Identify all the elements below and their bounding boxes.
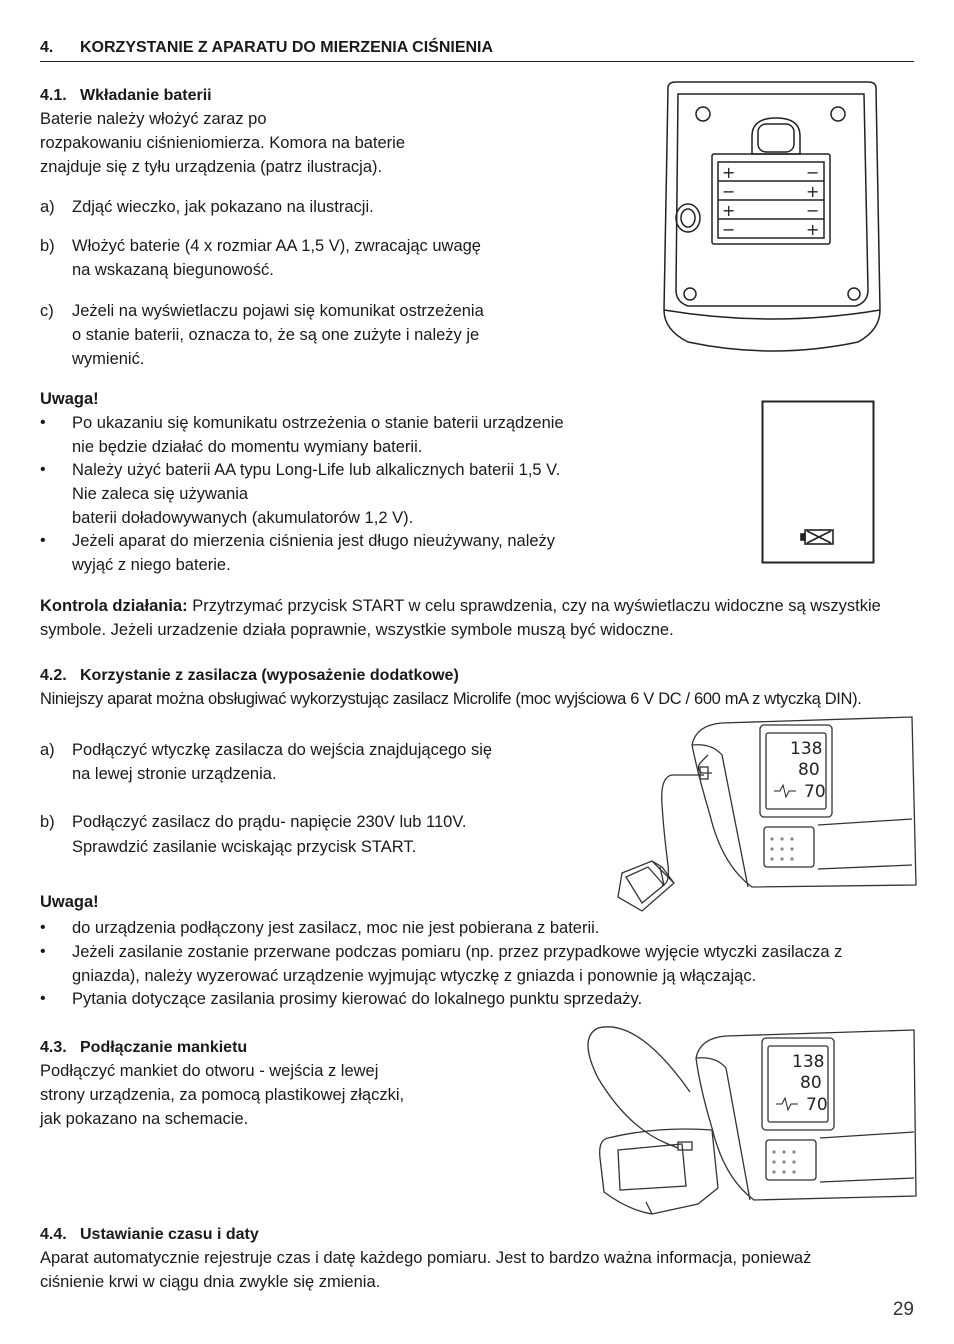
battery-note-3: • Jeżeli aparat do mierzenia ciśnienia jest długo nieużywany, należy wyjąć z niego baterie. [40, 532, 556, 574]
function-check: Kontrola działania: Przytrzymać przycisk START w celu sprawdzenia, czy na wyświetlaczu widoczne są wszystkie symbole. Jeżeli urzadzenie działa poprawnie, wszystkie symbole muszą być widoczne. [40, 597, 881, 639]
keypad-dots [772, 1150, 795, 1173]
subsection-heading-4-4: 4.4. Ustawianie czasu i daty [40, 1226, 259, 1243]
minus-mark: − [722, 182, 736, 201]
minus-mark: − [722, 220, 736, 239]
adapter-note-3: • Pytania dotyczące zasilania prosimy kierować do lokalnego punktu sprzedaży. [40, 990, 643, 1008]
adapter-step-a: a) Podłączyć wtyczkę zasilacza do wejścia znajdującego się na lewej stronie urządzenia. [40, 741, 493, 783]
heart-icon [776, 1098, 798, 1110]
keypad-dots [770, 837, 793, 860]
low-battery-display-illustration [761, 400, 875, 564]
adapter-intro: Niniejszy aparat można obsługiwać wykorzystując zasilacz Microlife (moc wyjściowa 6 V DC / 600 mA z wtyczką DIN). [40, 690, 862, 708]
display-pulse: 70 [804, 782, 826, 802]
plus-mark: + [806, 182, 820, 201]
cuff-text: Podłączyć mankiet do otworu - wejścia z lewej strony urządzenia, za pomocą plastikowej złączki, jak pokazano na schemacie. [40, 1062, 405, 1128]
battery-compartment-illustration [658, 80, 888, 358]
subsection-heading-4-2: 4.2. Korzystanie z zasilacza (wyposażenie dodatkowe) [40, 667, 459, 684]
plus-mark: + [806, 220, 820, 239]
note-title-battery: Uwaga! [40, 390, 99, 408]
cuff-connection-illustration [578, 1018, 920, 1218]
time-date-text: Aparat automatycznie rejestruje czas i datę każdego pomiaru. Jest to bardzo ważna informacja, ponieważ ciśnienie krwi w ciągu dnia zwykle się zmienia. [40, 1249, 812, 1291]
battery-intro: Baterie należy włożyć zaraz po rozpakowaniu ciśnieniomierza. Komora na baterie znajduje się z tyłu urządzenia (patrz ilustracja). [40, 110, 406, 176]
battery-step-b: b) Włożyć baterie (4 x rozmiar AA 1,5 V), zwracając uwagę na wskazaną biegunowość. [40, 237, 481, 279]
display-diastolic: 80 [800, 1073, 822, 1093]
note-title-adapter: Uwaga! [40, 893, 99, 911]
minus-mark: − [806, 201, 820, 220]
battery-note-1: • Po ukazaniu się komunikatu ostrzeżenia o stanie baterii urządzenie nie będzie działać do momentu wymiany baterii. [40, 414, 564, 456]
adapter-step-b: b) Podłączyć zasilacz do prądu- napięcie 230V lub 110V. Sprawdzić zasilanie wciskając przycisk START. [40, 813, 467, 856]
heart-icon [774, 785, 796, 797]
page-number: 29 [892, 1299, 914, 1320]
adapter-note-1: • do urządzenia podłączony jest zasilacz, moc nie jest pobierana z baterii. [40, 919, 600, 937]
plus-mark: + [722, 163, 736, 182]
subsection-heading-4-3: 4.3. Podłączanie mankietu [40, 1039, 248, 1056]
display-systolic: 138 [792, 1052, 825, 1072]
battery-step-c: c) Jeżeli na wyświetlaczu pojawi się komunikat ostrzeżenia o stanie baterii, oznacza to, że są one zużyte i należy je wymienić. [40, 302, 484, 368]
section-heading: 4. KORZYSTANIE Z APARATU DO MIERZENIA CIŚNIENIA [40, 36, 914, 62]
battery-step-a: a) Zdjąć wieczko, jak pokazano na ilustracji. [40, 198, 374, 216]
battery-note-2: • Należy użyć baterii AA typu Long-Life lub alkalicznych baterii 1,5 V. Nie zaleca się używania baterii doładowywanych (akumulatorów 1,2 V). [40, 461, 561, 527]
subsection-heading-4-1: 4.1. Wkładanie baterii [40, 87, 212, 104]
adapter-connection-illustration [612, 715, 918, 925]
display-systolic: 138 [790, 739, 823, 759]
minus-mark: − [806, 163, 820, 182]
plus-mark: + [722, 201, 736, 220]
display-pulse: 70 [806, 1095, 828, 1115]
display-diastolic: 80 [798, 760, 820, 780]
adapter-note-2: • Jeżeli zasilanie zostanie przerwane podczas pomiaru (np. przez przypadkowe wyjęcie wtyczki zasilacza z gniazda), należy wyzerować urządzenie wyjmując wtyczkę z gniazda i ponownie ją włączając. [40, 943, 843, 985]
